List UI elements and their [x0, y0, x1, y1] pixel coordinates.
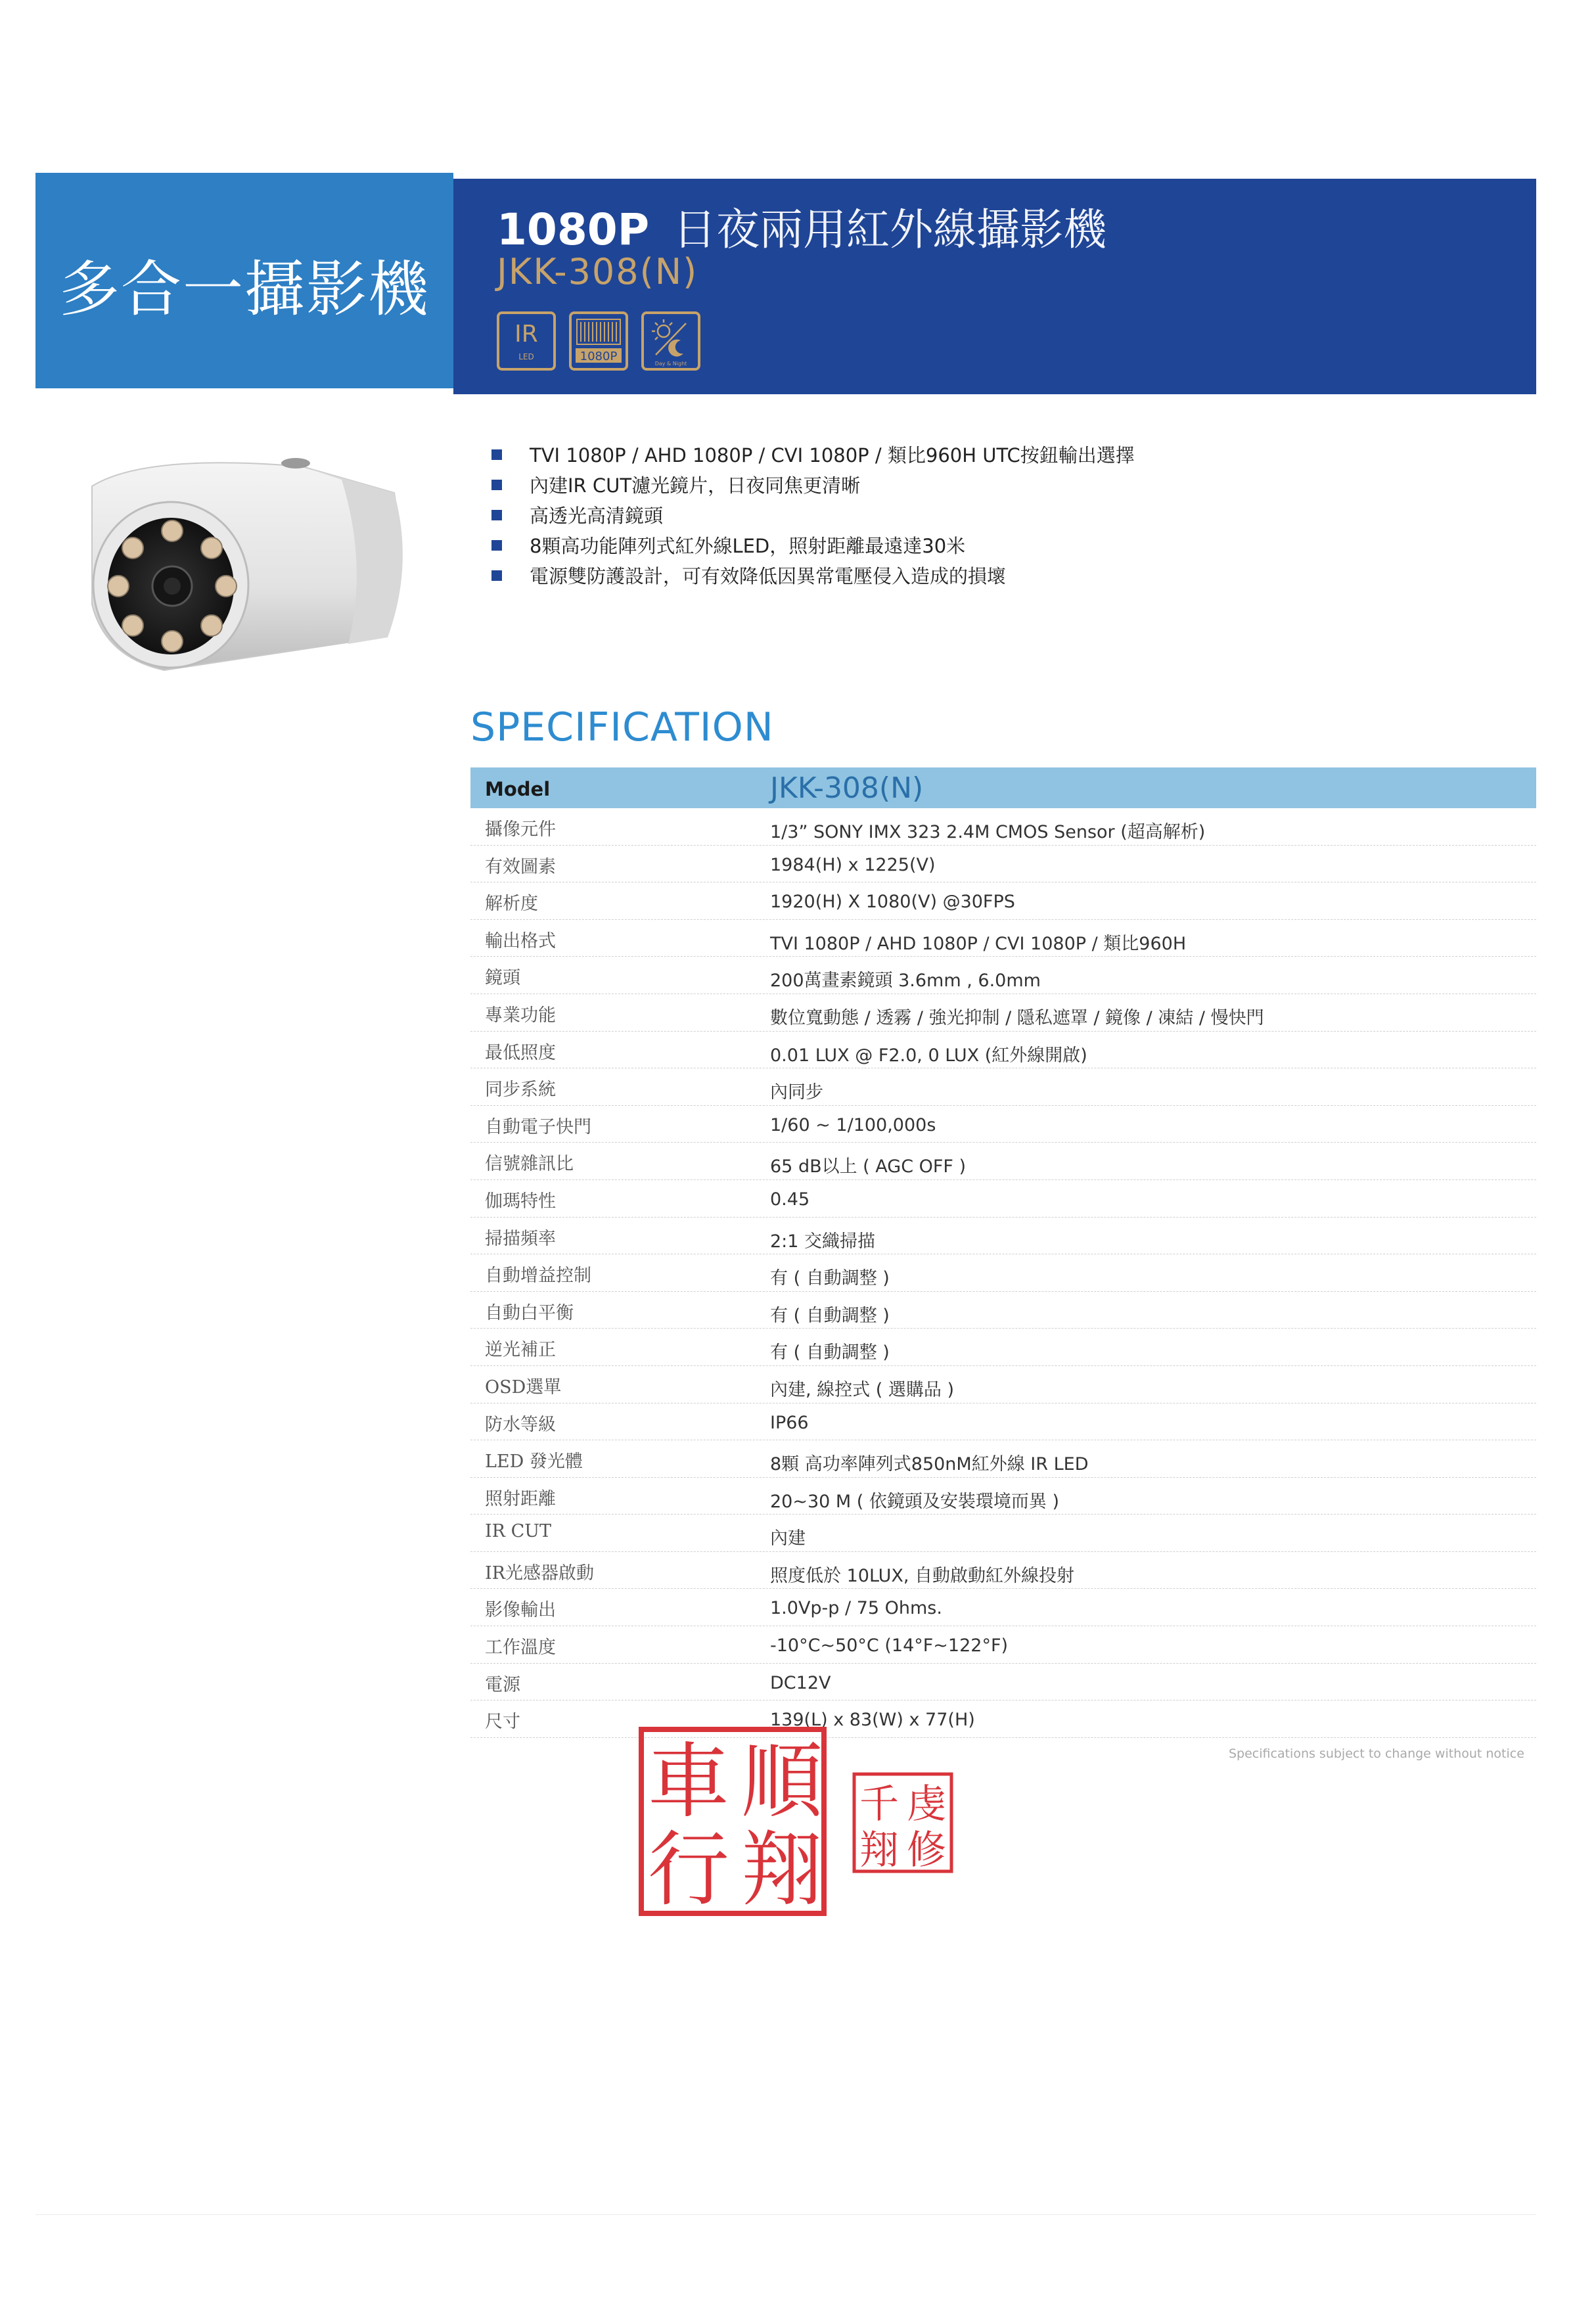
spec-value: DC12V	[770, 1672, 831, 1693]
spec-row	[470, 1032, 1536, 1069]
spec-key: 掃描頻率	[485, 1228, 556, 1249]
spec-row	[470, 920, 1536, 957]
spec-row	[470, 1366, 1536, 1404]
spec-row	[470, 1292, 1536, 1329]
spec-header-label: Model	[485, 778, 551, 800]
bullet-square-icon	[491, 540, 502, 551]
spec-key: 尺寸	[485, 1712, 520, 1733]
spec-row	[470, 1404, 1536, 1441]
spec-row	[470, 1254, 1536, 1292]
spec-row	[470, 882, 1536, 920]
spec-row	[470, 808, 1536, 846]
spec-value: 1984(H) x 1225(V)	[770, 854, 936, 875]
spec-header-row	[470, 767, 1536, 808]
seal-large-char: 車	[647, 1735, 730, 1829]
product-title	[497, 194, 1106, 257]
spec-key: 最低照度	[485, 1042, 556, 1063]
spec-row	[470, 1515, 1536, 1552]
bullet-square-icon	[491, 449, 502, 460]
spec-value: 1/3” SONY IMX 323 2.4M CMOS Sensor (超高解析)	[770, 822, 1206, 842]
day-night-label: Day & Night	[654, 361, 687, 367]
spec-value: 1.0Vp-p / 75 Ohms.	[770, 1598, 942, 1619]
feature-item: 電源雙防護設計，可有效降低因異常電壓侵入造成的損壞	[491, 561, 1346, 591]
day-night-graphic	[644, 314, 698, 368]
spec-value: 0.01 LUX @ F2.0, 0 LUX (紅外線開啟)	[770, 1045, 1087, 1066]
spec-key: 伽瑪特性	[485, 1191, 556, 1212]
spec-value: 8顆 高功率陣列式850nM紅外線 IR LED	[770, 1454, 1089, 1475]
seal-small-char: 虔	[907, 1781, 946, 1827]
seal-large-char: 翔	[741, 1823, 823, 1917]
product-band	[453, 179, 1536, 394]
spec-row	[470, 1664, 1536, 1701]
spec-key: 電源	[485, 1674, 520, 1695]
spec-row	[470, 957, 1536, 994]
day-night-icon	[641, 311, 700, 371]
spec-key: 信號雜訊比	[485, 1154, 574, 1175]
spec-heading: SPECIFICATION	[470, 704, 774, 750]
product-name: 日夜兩用紅外線攝影機	[673, 204, 1107, 255]
spec-key: 自動電子快門	[485, 1116, 591, 1137]
seal-small-char: 修	[907, 1827, 946, 1873]
feature-list	[491, 440, 1346, 591]
spec-key: 鏡頭	[485, 968, 520, 989]
spec-key: 專業功能	[485, 1005, 556, 1026]
spec-key: 逆光補正	[485, 1340, 556, 1361]
spec-value: 1920(H) X 1080(V) @30FPS	[770, 892, 1015, 913]
spec-value: -10°C~50°C (14°F~122°F)	[770, 1635, 1009, 1656]
feature-item: 8顆高功能陣列式紅外線LED，照射距離最遠達30米	[491, 531, 1346, 561]
spec-value: 數位寬動態 / 透霧 / 強光抑制 / 隱私遮罩 / 鏡像 / 凍結 / 慢快門	[770, 1007, 1264, 1028]
bullet-square-icon	[491, 570, 502, 581]
spec-value: 有 ( 自動調整 )	[770, 1268, 890, 1289]
spec-value: 2:1 交織掃描	[770, 1231, 876, 1252]
spec-value: 65 dB以上 ( AGC OFF )	[770, 1156, 967, 1177]
spec-row	[470, 1478, 1536, 1515]
spec-row	[470, 846, 1536, 883]
ir-led-icon	[497, 311, 556, 371]
spec-value: 內建, 線控式 ( 選購品 )	[770, 1379, 954, 1400]
spec-value: 200萬畫素鏡頭 3.6mm , 6.0mm	[770, 970, 1041, 992]
spec-value: 照度低於 10LUX, 自動啟動紅外線投射	[770, 1565, 1075, 1586]
spec-row	[470, 1440, 1536, 1478]
spec-row	[470, 1552, 1536, 1589]
spec-value: 1/60 ~ 1/100,000s	[770, 1114, 936, 1135]
spec-key: IR CUT	[485, 1521, 551, 1542]
camera-image	[66, 434, 434, 696]
spec-key: 自動白平衡	[485, 1302, 574, 1323]
spec-key: OSD選單	[485, 1377, 562, 1398]
spec-key: 輸出格式	[485, 930, 556, 951]
seal-stamp-small	[852, 1771, 954, 1874]
spec-key: 解析度	[485, 894, 538, 915]
spec-value: IP66	[770, 1412, 809, 1433]
spec-value: 20~30 M ( 依鏡頭及安裝環境而異 )	[770, 1491, 1060, 1512]
feature-item: 高透光高清鏡頭	[491, 501, 1346, 531]
spec-row	[470, 994, 1536, 1032]
spec-value: 有 ( 自動調整 )	[770, 1342, 890, 1363]
bullet-square-icon	[491, 480, 502, 490]
ir-badge-sub: LED	[518, 352, 534, 361]
category-band	[35, 173, 453, 388]
spec-row	[470, 1068, 1536, 1106]
spec-key: LED 發光體	[485, 1451, 583, 1472]
spec-row	[470, 1180, 1536, 1218]
spec-value: 0.45	[770, 1189, 810, 1210]
spec-table	[470, 767, 1536, 1738]
product-resolution: 1080P	[497, 204, 650, 255]
spec-value: 139(L) x 83(W) x 77(H)	[770, 1710, 975, 1731]
feature-item: 內建IR CUT濾光鏡片，日夜同焦更清晰	[491, 470, 1346, 501]
hd-1080-icon	[569, 311, 628, 371]
category-title: 多合一攝影機	[58, 254, 430, 325]
spec-row	[470, 1218, 1536, 1255]
spec-key: 影像輸出	[485, 1600, 556, 1621]
spec-value: TVI 1080P / AHD 1080P / CVI 1080P / 類比960H	[770, 933, 1187, 954]
spec-row	[470, 1106, 1536, 1143]
spec-row	[470, 1700, 1536, 1738]
spec-header-value: JKK-308(N)	[770, 771, 924, 805]
bullet-square-icon	[491, 510, 502, 520]
spec-key: 自動增益控制	[485, 1266, 591, 1287]
seal-large-char: 行	[647, 1823, 730, 1917]
spec-rows	[470, 808, 1536, 1738]
spec-key: 工作溫度	[485, 1637, 556, 1658]
product-model: JKK-308(N)	[497, 251, 698, 292]
footer-divider	[35, 2214, 1536, 2215]
spec-value: 內建	[770, 1528, 806, 1549]
seal-small-char: 翔	[859, 1827, 899, 1873]
hd-badge-label: 1080P	[580, 350, 618, 363]
spec-row	[470, 1143, 1536, 1180]
spec-row	[470, 1626, 1536, 1664]
feature-item: TVI 1080P / AHD 1080P / CVI 1080P / 類比960H UTC按鈕輸出選擇	[491, 440, 1346, 470]
seal-small-char: 千	[859, 1781, 899, 1827]
disclaimer-note: Specifications subject to change without notice	[1229, 1746, 1524, 1761]
spec-key: 攝像元件	[485, 819, 556, 840]
seal-large-char: 順	[741, 1735, 823, 1829]
spec-key: 同步系統	[485, 1080, 556, 1101]
spec-row	[470, 1589, 1536, 1626]
spec-key: 防水等級	[485, 1414, 556, 1435]
spec-key: 照射距離	[485, 1488, 556, 1509]
ir-badge-label: IR	[514, 321, 538, 348]
seal-stamp-large	[637, 1725, 828, 1917]
spec-key: IR光感器啟動	[485, 1563, 594, 1584]
spec-value: 內同步	[770, 1082, 823, 1103]
hd-1080-graphic	[572, 314, 626, 368]
spec-value: 有 ( 自動調整 )	[770, 1305, 890, 1326]
spec-row	[470, 1329, 1536, 1366]
spec-key: 有效圖素	[485, 856, 556, 877]
